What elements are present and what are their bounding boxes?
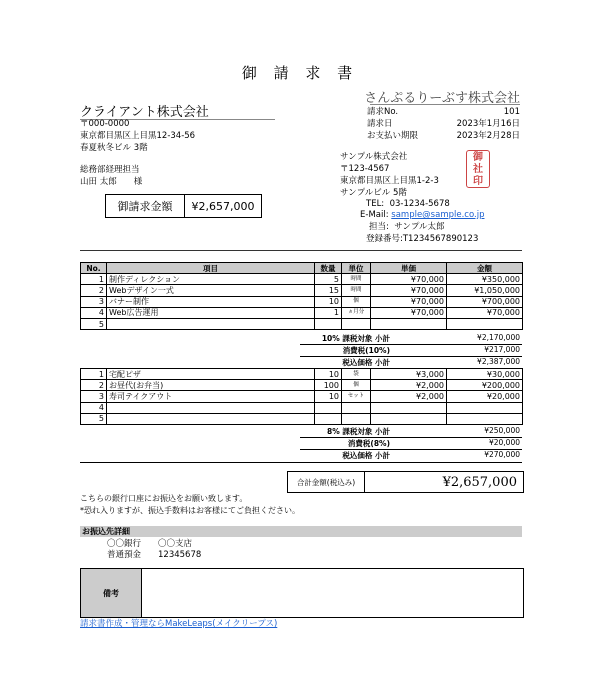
cell-qty (315, 413, 342, 424)
col-item: 項目 (107, 263, 315, 274)
cell-item: 寿司テイクアウト (107, 391, 315, 402)
tax-10pct-row (300, 345, 522, 357)
sender-email-label: E-Mail: (360, 210, 389, 220)
cell-item (107, 402, 315, 413)
cell-item: Web広告運用 (107, 307, 315, 318)
header-divider (80, 250, 522, 251)
cell-amount: ¥350,000 (447, 274, 523, 285)
cell-unit (342, 318, 371, 329)
seal-char-3: 印 (473, 176, 483, 187)
client-name: クライアント株式会社 (80, 105, 209, 120)
grand-total-label: 合計金額(税込み) (288, 472, 365, 492)
col-no: No. (81, 263, 107, 274)
invoice-total-box (105, 194, 262, 218)
table-row (81, 413, 523, 424)
cell-no: 4 (81, 402, 107, 413)
invoice-no-label: 請求No. (367, 107, 399, 117)
cell-qty: 15 (315, 285, 342, 296)
cell-unit: 時間 (342, 285, 371, 296)
tax-8pct-value: ¥20,000 (488, 438, 520, 447)
subtotal-10pct-label: 10% 課税対象 小計 (321, 334, 390, 343)
cell-no: 5 (81, 413, 107, 424)
bank-account-type: 普通預金 (107, 550, 142, 560)
due-date-label: お支払い期限 (367, 131, 419, 141)
client-person: 山田 太郎 様 (80, 177, 143, 187)
cell-item: Webデザイン一式 (107, 285, 315, 296)
cell-amount (447, 413, 523, 424)
cell-qty: 1 (315, 307, 342, 318)
cell-qty: 10 (315, 391, 342, 402)
table-row (81, 307, 523, 318)
cell-amount (447, 318, 523, 329)
cell-amount: ¥700,000 (447, 296, 523, 307)
grand-total-box (287, 471, 524, 493)
cell-item (107, 413, 315, 424)
cell-amount (447, 402, 523, 413)
cell-unit (342, 413, 371, 424)
invoice-total-value: ¥2,657,000 (191, 199, 255, 213)
makeleaps-footer-link[interactable]: 請求書作成・管理ならMakeLeaps(メイクリープス) (80, 619, 278, 629)
cell-price (371, 402, 447, 413)
bank-branch: 〇〇支店 (158, 539, 193, 549)
invoice-date-label: 請求日 (367, 119, 393, 129)
cell-amount: ¥200,000 (447, 380, 523, 391)
cell-no: 4 (81, 307, 107, 318)
cell-item (107, 318, 315, 329)
cell-qty: 10 (315, 369, 342, 380)
tax-10pct-value: ¥217,000 (484, 345, 520, 354)
table-row (81, 369, 523, 380)
payment-note-2: *恐れ入りますが、振込手数料はお客様にてご負担ください。 (80, 506, 300, 515)
table-row (81, 391, 523, 402)
cell-amount: ¥1,050,000 (447, 285, 523, 296)
cell-unit: 時間 (342, 274, 371, 285)
table-end-line (80, 462, 522, 463)
cell-item: 制作ディレクション (107, 274, 315, 285)
sender-tel: TEL: 03-1234-5678 (366, 199, 450, 209)
col-unit: 単位 (342, 263, 371, 274)
cell-no: 2 (81, 285, 107, 296)
bank-account-no: 12345678 (158, 550, 202, 560)
cell-unit: ヵ月分 (342, 307, 371, 318)
sender-address1: 東京都目黒区上目黒1-2-3 (340, 176, 439, 186)
table-row (81, 296, 523, 307)
cell-price: ¥3,000 (371, 369, 447, 380)
sender-email-link[interactable]: sample@sample.co.jp (391, 210, 485, 220)
client-address2: 春夏秋冬ビル 3階 (80, 143, 148, 153)
cell-amount: ¥70,000 (447, 307, 523, 318)
cell-no: 1 (81, 369, 107, 380)
remarks-content[interactable] (142, 569, 523, 617)
cell-price: ¥70,000 (371, 296, 447, 307)
company-seal-stamp (466, 150, 490, 188)
cell-no: 2 (81, 380, 107, 391)
col-amount: 金額 (447, 263, 523, 274)
cell-price: ¥2,000 (371, 380, 447, 391)
cell-unit: 袋 (342, 369, 371, 380)
client-postal: 〒000-0000 (80, 119, 130, 129)
cell-unit (342, 402, 371, 413)
cell-amount: ¥20,000 (447, 391, 523, 402)
items-table-10pct (80, 262, 523, 330)
sender-email-row (360, 209, 484, 221)
col-qty: 数量 (315, 263, 342, 274)
sender-company: サンプル株式会社 (340, 152, 408, 162)
cell-no: 3 (81, 296, 107, 307)
tax-10pct-label: 消費税(10%) (342, 346, 390, 355)
taxincl-8pct-value: ¥270,000 (484, 450, 520, 459)
subtotal-10pct-row (300, 333, 522, 345)
cell-qty: 10 (315, 296, 342, 307)
bank-name: 〇〇銀行 (107, 539, 142, 549)
cell-item: バナー制作 (107, 296, 315, 307)
cell-price: ¥70,000 (371, 307, 447, 318)
cell-price (371, 413, 447, 424)
sender-staff: 担当: サンプル太郎 (369, 222, 445, 232)
table-row (81, 274, 523, 285)
cell-no: 3 (81, 391, 107, 402)
taxincl-8pct-row (300, 450, 522, 461)
cell-price (371, 318, 447, 329)
cell-qty: 5 (315, 274, 342, 285)
subtotal-8pct-row (300, 426, 522, 438)
cell-no: 5 (81, 318, 107, 329)
sender-postal: 〒123-4567 (340, 164, 390, 174)
invoice-date-value: 2023年1月16日 (456, 119, 520, 129)
cell-amount: ¥30,000 (447, 369, 523, 380)
taxincl-8pct-label: 税込価格 小計 (342, 451, 390, 460)
cell-no: 1 (81, 274, 107, 285)
sender-address2: サンプルビル 5階 (340, 188, 407, 198)
invoice-no-value: 101 (503, 107, 520, 117)
document-title: 御 請 求 書 (241, 64, 359, 82)
subtotal-10pct-value: ¥2,170,000 (477, 333, 520, 342)
table-row (81, 380, 523, 391)
seal-char-2: 社 (473, 164, 483, 175)
cell-qty: 100 (315, 380, 342, 391)
cell-item: 宅配ピザ (107, 369, 315, 380)
grand-total-value: ¥2,657,000 (442, 474, 517, 490)
cell-price: ¥70,000 (371, 285, 447, 296)
cell-qty (315, 402, 342, 413)
col-price: 単価 (371, 263, 447, 274)
cell-qty (315, 318, 342, 329)
bank-details-heading: お振込先詳細 (80, 526, 522, 537)
cell-item: お昼代(お弁当) (107, 380, 315, 391)
payment-note-1: こちらの銀行口座にお振込をお願い致します。 (80, 494, 248, 503)
items-table-8pct (80, 368, 523, 425)
remarks-label: 備考 (81, 569, 142, 617)
cell-unit: 個 (342, 296, 371, 307)
taxincl-10pct-row (300, 357, 522, 368)
issuer-name-top: さんぷるりーぶす株式会社 (364, 91, 520, 106)
table-row (81, 402, 523, 413)
tax-8pct-label: 消費税(8%) (347, 439, 390, 448)
remarks-box (80, 568, 524, 618)
cell-price: ¥70,000 (371, 274, 447, 285)
invoice-total-label: 御請求金額 (106, 195, 185, 217)
table-header-row (81, 263, 523, 274)
issuer-underline (370, 104, 520, 105)
client-dept: 総務部経理担当 (80, 165, 140, 175)
cell-unit: 個 (342, 380, 371, 391)
taxincl-10pct-value: ¥2,387,000 (477, 357, 520, 366)
table-row (81, 285, 523, 296)
table-row (81, 318, 523, 329)
client-address1: 東京都目黒区上目黒12-34-56 (80, 131, 196, 141)
taxincl-10pct-label: 税込価格 小計 (342, 358, 390, 367)
seal-char-1: 御 (473, 152, 483, 163)
sender-reg-no: 登録番号:T1234567890123 (366, 234, 479, 244)
cell-price: ¥2,000 (371, 391, 447, 402)
subtotal-8pct-label: 8% 課税対象 小計 (327, 427, 390, 436)
subtotal-8pct-value: ¥250,000 (484, 426, 520, 435)
due-date-value: 2023年2月28日 (456, 131, 520, 141)
cell-unit: セット (342, 391, 371, 402)
tax-8pct-row (300, 438, 522, 450)
